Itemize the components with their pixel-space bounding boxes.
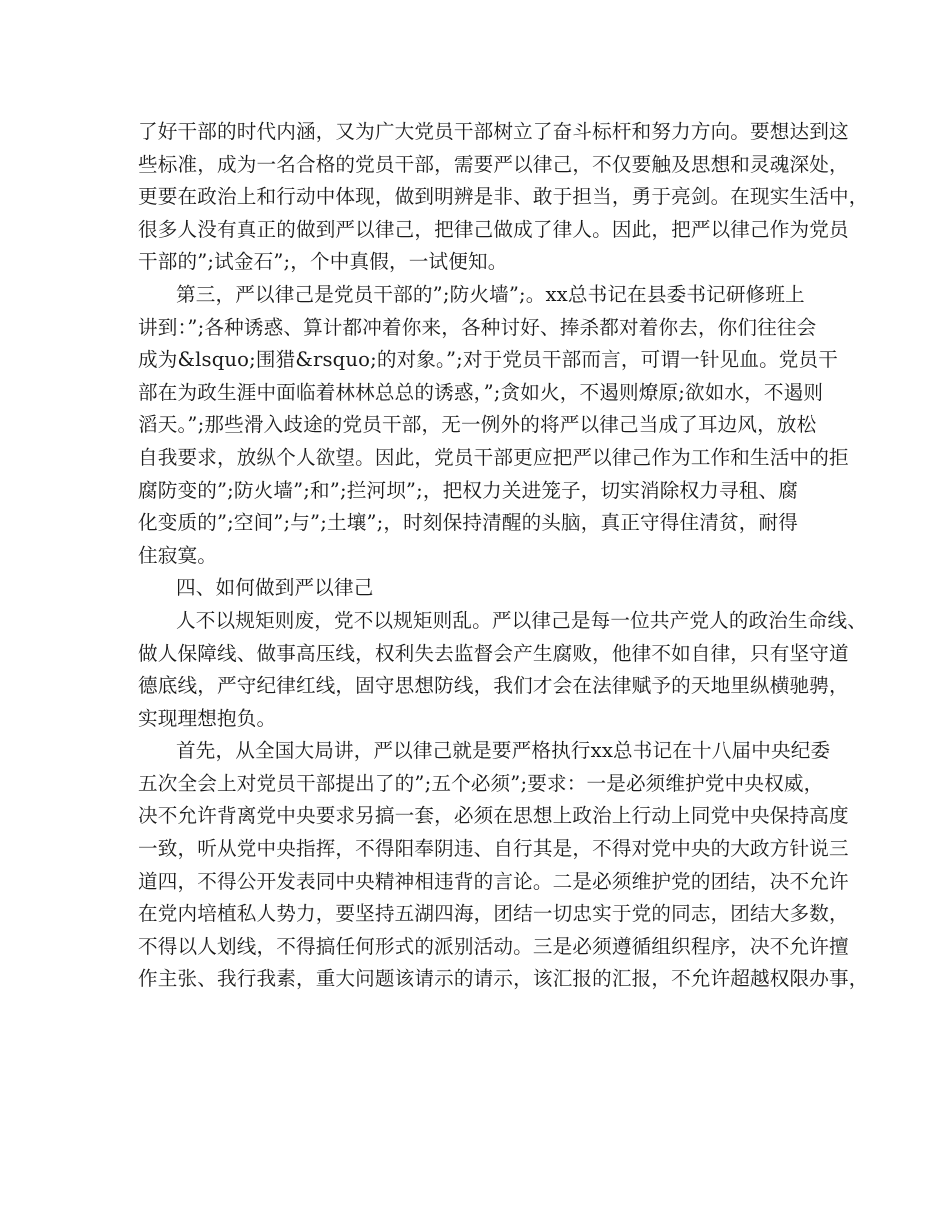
text-line: 成为&lsquo;围猎&rsquo;的对象。”;对于党员干部而言，可谓一针见血。党员干 <box>138 348 839 372</box>
text-line: 德底线，严守纪律红线，固守思想防线，我们才会在法律赋予的天地里纵横驰骋， <box>138 674 849 698</box>
text-line: 做人保障线、做事高压线，权利失去监督会产生腐败，他律不如自律，只有坚守道 <box>138 641 849 665</box>
text-line: 五次全会上对党员干部提出了的”;五个必须”;要求：一是必须维护党中央权威， <box>138 771 824 795</box>
text-line: 不得以人划线，不得搞任何形式的派别活动。三是必须遵循组织程序，决不允许擅 <box>138 934 849 958</box>
text-line: 一致，听从党中央指挥，不得阳奉阴违、自行其是，不得对党中央的大政方针说三 <box>138 837 849 861</box>
text-line: 道四，不得公开发表同中央精神相违背的言论。二是必须维护党的团结，决不允许 <box>138 869 849 893</box>
text-line: 自我要求，放纵个人欲望。因此，党员干部更应把严以律己作为工作和生活中的拒 <box>138 445 849 469</box>
paragraph-start-line: 第三，严以律己是党员干部的”;防火墙”;。xx总书记在县委书记研修班上 <box>176 282 805 306</box>
text-line: 更要在政治上和行动中体现，做到明辨是非、敢于担当，勇于亮剑。在现实生活中， <box>138 185 869 209</box>
text-line: 决不允许背离党中央要求另搞一套，必须在思想上政治上行动上同党中央保持高度 <box>138 804 849 828</box>
text-line: 些标准，成为一名合格的党员干部，需要严以律己，不仅要触及思想和灵魂深处， <box>138 152 849 176</box>
text-line: 腐防变的”;防火墙”;和”;拦河坝”;，把权力关进笼子，切实消除权力寻租、腐 <box>138 478 798 502</box>
text-line: 很多人没有真正的做到严以律己，把律己做成了律人。因此，把严以律己作为党员 <box>138 217 849 241</box>
text-line: 讲到：”;各种诱惑、算计都冲着你来，各种讨好、捧杀都对着你去，你们往往会 <box>138 315 817 339</box>
paragraph-start-line: 首先，从全国大局讲，严以律己就是要严格执行xx总书记在十八届中央纪委 <box>176 739 831 763</box>
text-line: 住寂寞。 <box>138 543 217 567</box>
section-heading: 四、如何做到严以律己 <box>176 576 374 600</box>
text-line: 实现理想抱负。 <box>138 706 277 730</box>
text-line: 在党内培植私人势力，要坚持五湖四海，团结一切忠实于党的同志，团结大多数， <box>138 902 849 926</box>
paragraph-start-line: 人不以规矩则废，党不以规矩则乱。严以律己是每一位共产党人的政治生命线、 <box>176 608 868 632</box>
text-line: 滔天。”;那些滑入歧途的党员干部，无一例外的将严以律己当成了耳边风，放松 <box>138 413 817 437</box>
text-line: 干部的”;试金石”;，个中真假，一试便知。 <box>138 250 508 274</box>
text-line: 了好干部的时代内涵，又为广大党员干部树立了奋斗标杆和努力方向。要想达到这 <box>138 120 849 143</box>
text-line: 作主张、我行我素，重大问题该请示的请示，该汇报的汇报，不允许超越权限办事， <box>138 967 869 991</box>
text-line: 化变质的”;空间”;与”;土壤”;，时刻保持清醒的头脑，真正守得住清贫，耐得 <box>138 511 798 535</box>
document-page <box>138 116 869 996</box>
text-line: 部在为政生涯中面临着林林总总的诱惑，”;贪如火，不遏则燎原;欲如水，不遏则 <box>138 380 824 404</box>
